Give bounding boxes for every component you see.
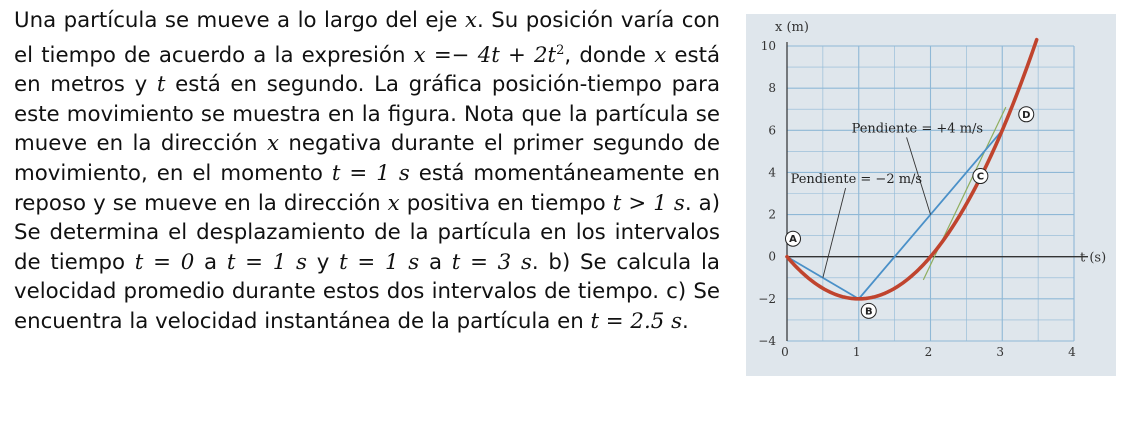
chart-svg <box>746 14 1116 376</box>
x-tick-label: 0 <box>781 345 789 359</box>
y-axis-label: x (m) <box>775 20 809 35</box>
slope-annotation: Pendiente = +4 m/s <box>851 121 984 137</box>
y-tick-label: 6 <box>768 123 776 138</box>
y-tick-label: 8 <box>768 81 776 96</box>
point-marker-label: B <box>864 306 873 318</box>
x-tick-label: 1 <box>852 345 861 359</box>
y-tick-label: 2 <box>768 207 776 222</box>
y-tick-label: 0 <box>768 249 776 264</box>
x-tick-label: 4 <box>1068 345 1076 359</box>
x-tick-label: 3 <box>996 345 1005 359</box>
x-tick-label: 2 <box>924 345 933 359</box>
point-marker-label: C <box>976 171 985 183</box>
x-axis-label: t (s) <box>1080 250 1107 266</box>
point-marker-label: D <box>1022 109 1031 121</box>
slope-annotation: Pendiente = −2 m/s <box>790 171 923 187</box>
point-marker-label: A <box>789 234 797 246</box>
y-tick-label: −4 <box>758 334 776 348</box>
annotation-pointer <box>823 188 846 278</box>
y-tick-label: −2 <box>758 291 776 306</box>
position-time-chart <box>746 14 1116 376</box>
position-curve <box>787 40 1037 299</box>
y-tick-label: 4 <box>768 165 776 180</box>
problem-statement: Una partícula se mueve a lo largo del eje x. Su posición varía con el tiempo de acuerdo a la expresión $x =- 4t + 2t^2$, donde x está en metros y t está en segundo. La gráfica posición-tiempo para este movimiento se muestra en la figura. Nota que la partícula se mueve en la dirección x negativa durante el primer segundo de movimiento, en el momento t = 1 s está momentáneamente en reposo y se mueve en la dirección x positiva en tiempo t > 1 s. a) Se determina el desplazamiento de la partícula en los intervalos de tiempo t = 0 a t = 1 s y t = 1 s a t = 3 s. b) Se calcula la velocidad promedio durante estos dos intervalos de tiempo. c) Se encuentra la velocidad instantánea de la partícula en t = 2.5 s. <box>14 8 721 335</box>
y-tick-label: 10 <box>760 39 776 53</box>
